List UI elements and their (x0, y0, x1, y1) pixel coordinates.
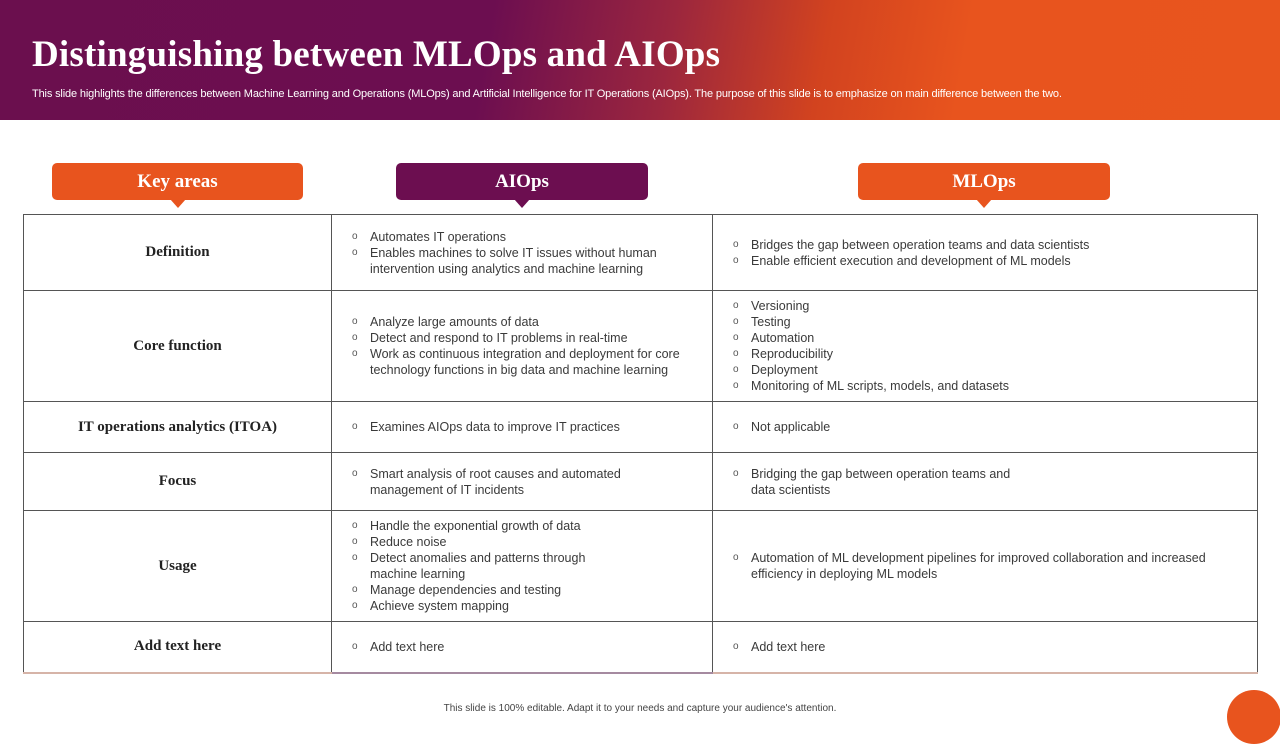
table-row (24, 291, 1258, 402)
mlops-cell (713, 215, 1258, 291)
aiops-cell (332, 511, 713, 622)
bullet-item: o Achieve system mapping (348, 598, 612, 614)
bullet-item: o Bridging the gap between operation teams and data scientists (729, 466, 1027, 498)
table-row (24, 402, 1258, 453)
key-area-cell: Core function (24, 291, 332, 402)
aiops-cell (332, 402, 713, 453)
bullet-item: o Work as continuous integration and deployment for core technology functions in big data and machine learning (348, 346, 690, 378)
bullet-item: o Analyze large amounts of data (348, 314, 690, 330)
bullet-item: o Reproducibility (729, 346, 1235, 362)
key-area-cell: Add text here (24, 622, 332, 673)
mlops-label: MLOps (952, 170, 1016, 192)
bullet-item: o Enable efficient execution and development of ML models (729, 253, 1235, 269)
bullet-item: o Deployment (729, 362, 1235, 378)
aiops-label: AIOps (495, 170, 549, 192)
bullet-item: o Add text here (348, 639, 690, 655)
mlops-cell (713, 511, 1258, 622)
aiops-cell (332, 215, 713, 291)
bullet-item: o Detect anomalies and patterns through machine learning (348, 550, 612, 582)
bullet-item: o Handle the exponential growth of data (348, 518, 612, 534)
bullet-item: o Examines AIOps data to improve IT practices (348, 419, 690, 435)
mlops-cell (713, 291, 1258, 402)
bullet-item: o Not applicable (729, 419, 1235, 435)
key-areas-label: Key areas (137, 170, 218, 192)
key-area-cell: Definition (24, 215, 332, 291)
bullet-item: o Automation (729, 330, 1235, 346)
table-row (24, 453, 1258, 511)
aiops-cell (332, 622, 713, 673)
aiops-header (396, 163, 648, 200)
bullet-item: o Detect and respond to IT problems in real-time (348, 330, 690, 346)
bullet-item: o Bridges the gap between operation teams and data scientists (729, 237, 1235, 253)
header-banner (0, 0, 1280, 120)
bullet-item: o Smart analysis of root causes and automated management of IT incidents (348, 466, 690, 498)
slide-subtitle: This slide highlights the differences between Machine Learning and Operations (MLOps) and Artificial Intelligence for IT Operations (AIOps). The purpose of this slide is to emphasize on main difference between the two. (32, 88, 1062, 100)
mlops-cell (713, 622, 1258, 673)
key-area-cell: IT operations analytics (ITOA) (24, 402, 332, 453)
key-area-cell: Focus (24, 453, 332, 511)
mlops-cell (713, 453, 1258, 511)
key-area-cell: Usage (24, 511, 332, 622)
table-row (24, 215, 1258, 291)
corner-circle-decoration (1227, 690, 1280, 744)
mlops-header (858, 163, 1110, 200)
table-row (24, 511, 1258, 622)
aiops-cell (332, 291, 713, 402)
bullet-item: o Add text here (729, 639, 1235, 655)
bullet-item: o Automates IT operations (348, 229, 690, 245)
footer-note: This slide is 100% editable. Adapt it to your needs and capture your audience's attention. (443, 703, 837, 714)
bullet-item: o Versioning (729, 298, 1235, 314)
key-areas-header (52, 163, 303, 200)
bullet-item: o Enables machines to solve IT issues without human intervention using analytics and machine learning (348, 245, 690, 277)
bullet-item: o Monitoring of ML scripts, models, and datasets (729, 378, 1235, 394)
slide-title: Distinguishing between MLOps and AIOps (32, 34, 721, 75)
comparison-table (23, 214, 1258, 674)
table-row (24, 622, 1258, 673)
bullet-item: o Reduce noise (348, 534, 612, 550)
bullet-item: o Manage dependencies and testing (348, 582, 612, 598)
bullet-item: o Testing (729, 314, 1235, 330)
mlops-cell (713, 402, 1258, 453)
aiops-cell (332, 453, 713, 511)
bullet-item: o Automation of ML development pipelines for improved collaboration and increased efficiency in deploying ML models (729, 550, 1235, 582)
